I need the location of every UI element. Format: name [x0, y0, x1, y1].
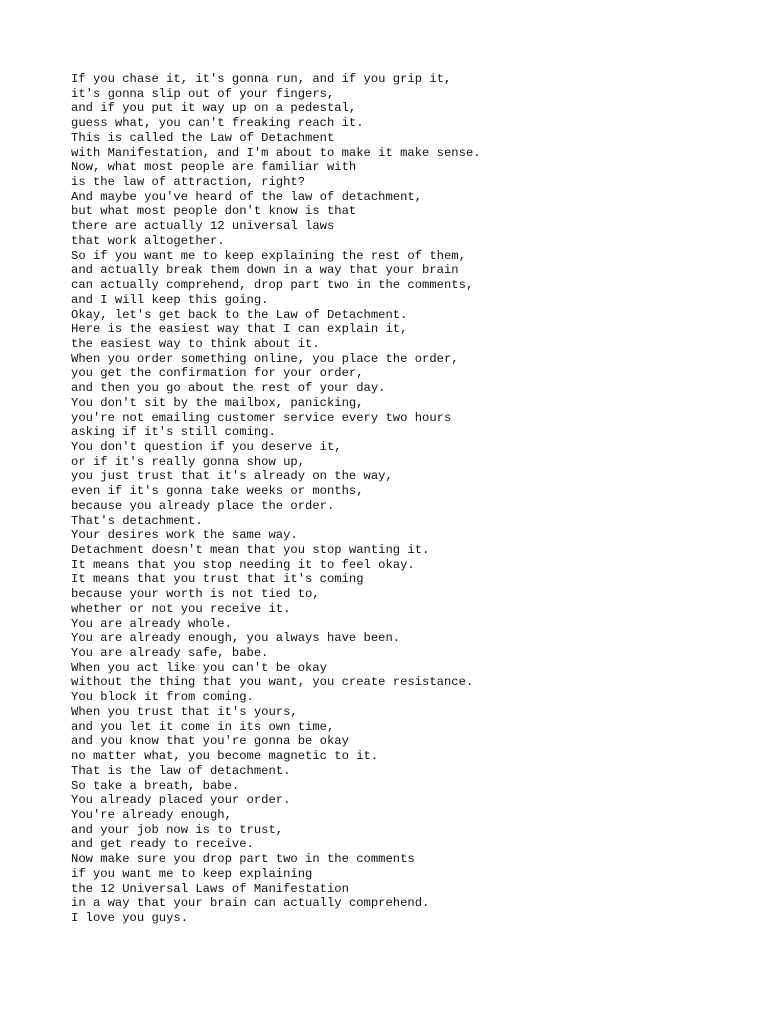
transcript-line: whether or not you receive it.: [71, 601, 291, 616]
transcript-line: and you know that you're gonna be okay: [71, 734, 349, 749]
transcript-line: That's detachment.: [71, 513, 203, 528]
transcript-line: and get ready to receive.: [71, 837, 254, 852]
transcript-line: It means that you stop needing it to feel okay.: [71, 557, 415, 572]
transcript-line: Now, what most people are familiar with: [71, 160, 357, 175]
transcript-line: You already placed your order.: [71, 793, 291, 808]
transcript-line: if you want me to keep explaining: [71, 866, 313, 881]
transcript-line: with Manifestation, and I'm about to make it make sense.: [71, 145, 481, 160]
transcript-line: the easiest way to think about it.: [71, 336, 320, 351]
transcript-line: You don't question if you deserve it,: [71, 439, 342, 454]
transcript-line: because your worth is not tied to,: [71, 587, 320, 602]
transcript-line: and you let it come in its own time,: [71, 719, 335, 734]
transcript-line: and if you put it way up on a pedestal,: [71, 101, 357, 116]
transcript-line: You don't sit by the mailbox, panicking,: [71, 395, 364, 410]
transcript-line: You are already enough, you always have been.: [71, 631, 401, 646]
transcript-line: no matter what, you become magnetic to it.: [71, 749, 379, 764]
transcript-line: even if it's gonna take weeks or months,: [71, 484, 364, 499]
transcript-line: When you order something online, you place the order,: [71, 351, 459, 366]
transcript-line: You are already whole.: [71, 616, 232, 631]
transcript-line: is the law of attraction, right?: [71, 175, 306, 190]
transcript-line: because you already place the order.: [71, 498, 335, 513]
transcript-line: So if you want me to keep explaining the rest of them,: [71, 248, 466, 263]
transcript-line: you're not emailing customer service every two hours: [71, 410, 452, 425]
transcript-line: and then you go about the rest of your day.: [71, 381, 386, 396]
transcript-line: there are actually 12 universal laws: [71, 219, 335, 234]
transcript-line: You are already safe, babe.: [71, 646, 269, 661]
transcript-line: So take a breath, babe.: [71, 778, 240, 793]
transcript-line: can actually comprehend, drop part two in the comments,: [71, 278, 474, 293]
transcript-line: guess what, you can't freaking reach it.: [71, 116, 364, 131]
transcript-line: but what most people don't know is that: [71, 204, 357, 219]
transcript-line: and I will keep this going.: [71, 292, 269, 307]
transcript-line: You're already enough,: [71, 807, 232, 822]
transcript-line: and your job now is to trust,: [71, 822, 284, 837]
transcript-line: When you act like you can't be okay: [71, 660, 327, 675]
transcript-line: in a way that your brain can actually comprehend.: [71, 896, 430, 911]
transcript-line: This is called the Law of Detachment: [71, 130, 335, 145]
transcript-line: Now make sure you drop part two in the comments: [71, 852, 415, 867]
transcript-line: Your desires work the same way.: [71, 528, 298, 543]
transcript-line: And maybe you've heard of the law of detachment,: [71, 189, 423, 204]
transcript-text: [71, 72, 481, 926]
transcript-line: that work altogether.: [71, 233, 225, 248]
transcript-line: without the thing that you want, you create resistance.: [71, 675, 474, 690]
transcript-line: If you chase it, it's gonna run, and if you grip it,: [71, 72, 452, 86]
transcript-line: You block it from coming.: [71, 690, 254, 705]
transcript-line: Detachment doesn't mean that you stop wanting it.: [71, 543, 430, 557]
transcript-line: you just trust that it's already on the way,: [71, 469, 393, 484]
transcript-line: and actually break them down in a way that your brain: [71, 263, 459, 278]
transcript-line: it's gonna slip out of your fingers,: [71, 86, 335, 101]
transcript-line: That is the law of detachment.: [71, 763, 291, 778]
transcript-line: It means that you trust that it's coming: [71, 572, 364, 587]
transcript-line: the 12 Universal Laws of Manifestation: [71, 881, 349, 896]
transcript-line: or if it's really gonna show up,: [71, 454, 306, 469]
transcript-line: Here is the easiest way that I can explain it,: [71, 322, 408, 337]
transcript-line: I love you guys.: [71, 910, 189, 925]
transcript-line: asking if it's still coming.: [71, 425, 276, 440]
transcript-line: Okay, let's get back to the Law of Detachment.: [71, 307, 408, 322]
transcript-line: you get the confirmation for your order,: [71, 366, 364, 381]
transcript-line: When you trust that it's yours,: [71, 704, 298, 719]
